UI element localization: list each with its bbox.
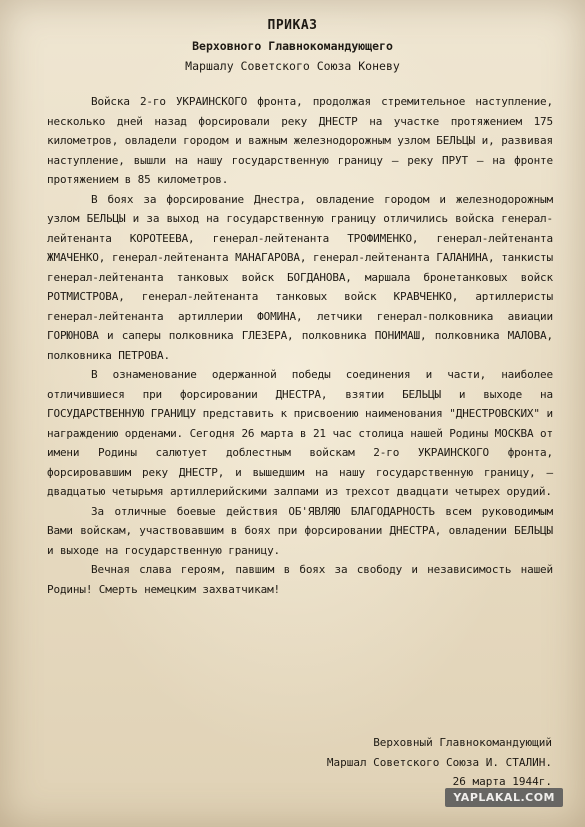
paragraph-5: Вечная слава героям, павшим в боях за свободу и независимость нашей Родины! Смерть немецким захватчикам!: [47, 563, 553, 596]
signature-position: Верховный Главнокомандующий: [373, 736, 552, 749]
paragraph-3: В ознаменование одержанной победы соединения и части, наиболее отличившиеся при форсировании ДНЕСТРА, взятии БЕЛЬЦЫ и выходе на ГОСУДАРСТВЕННУЮ ГРАНИЦУ представить к присвоению наименования "ДНЕСТРОВСКИХ" и награждению орденами. Сегодня 26 марта в 21 час столица нашей Родины МОСКВА от имени Родины салютует доблестным войскам 2-го УКРАИНСКОГО фронта, форсировавшим реку ДНЕСТР, и вышедшим на нашу государственную границу, – двадцатью четырьмя артиллерийскими залпами из трехсот двадцати четырех орудий.: [47, 368, 553, 498]
signature-name: Маршал Советского Союза И. СТАЛИН.: [326, 755, 552, 769]
paragraph-2: В боях за форсирование Днестра, овладение городом и железнодорожным узлом БЕЛЬЦЫ и за выход на государственную границу отличились войска генерал-лейтенанта КОРОТЕЕВА, генерал-лейтенанта ТРОФИМЕНКО, генерал-лейтенанта ЖМАЧЕНКО, генерал-лейтенанта МАНАГАРОВА, генерал-лейтенанта ГАЛАНИНА, танкисты генерал-лейтенанта танковых войск БОГДАНОВА, маршала бронетанковых войск РОТМИСТРОВА, генерал-лейтенанта танковых войск КРАВЧЕНКО, артиллеристы генерал-лейтенанта артиллерии ФОМИНА, летчики генерал-полковника авиации ГОРЮНОВА и саперы полковника ГЛЕЗЕРА, полковника ПОНИМАШ, полковника МАЛОВА, полковника ПЕТРОВА.: [47, 192, 553, 362]
paragraph-4: За отличные боевые действия ОБ'ЯВЛЯЮ БЛАГОДАРНОСТЬ всем руководимым Вами войскам, участвовавшим в боях при форсировании ДНЕСТРА, овладении БЕЛЬЦЫ и выходе на государственную границу.: [47, 504, 553, 557]
document-title: ПРИКАЗ: [267, 18, 318, 33]
watermark-badge: YAPLAKAL.COM: [445, 788, 563, 807]
document-addressee: Маршалу Советского Союза Коневу: [185, 59, 400, 73]
signature-block: [0, 733, 552, 792]
paragraph-1: Войска 2-го УКРАИНСКОГО фронта, продолжая стремительное наступление, несколько дней назад форсировали реку ДНЕСТР на участке протяжением 175 километров, овладели городом и важным железнодорожным узлом БЕЛЬЦЫ и, развивая наступление, вышли на нашу государственную границу – реку ПРУТ – на фронте протяжением в 85 километров.: [47, 95, 553, 186]
document-header: [0, 16, 585, 76]
document-body: [47, 92, 553, 599]
signature-date: 26 марта 1944г.: [452, 775, 552, 788]
document-subtitle: Верховного Главнокомандующего: [192, 39, 393, 53]
